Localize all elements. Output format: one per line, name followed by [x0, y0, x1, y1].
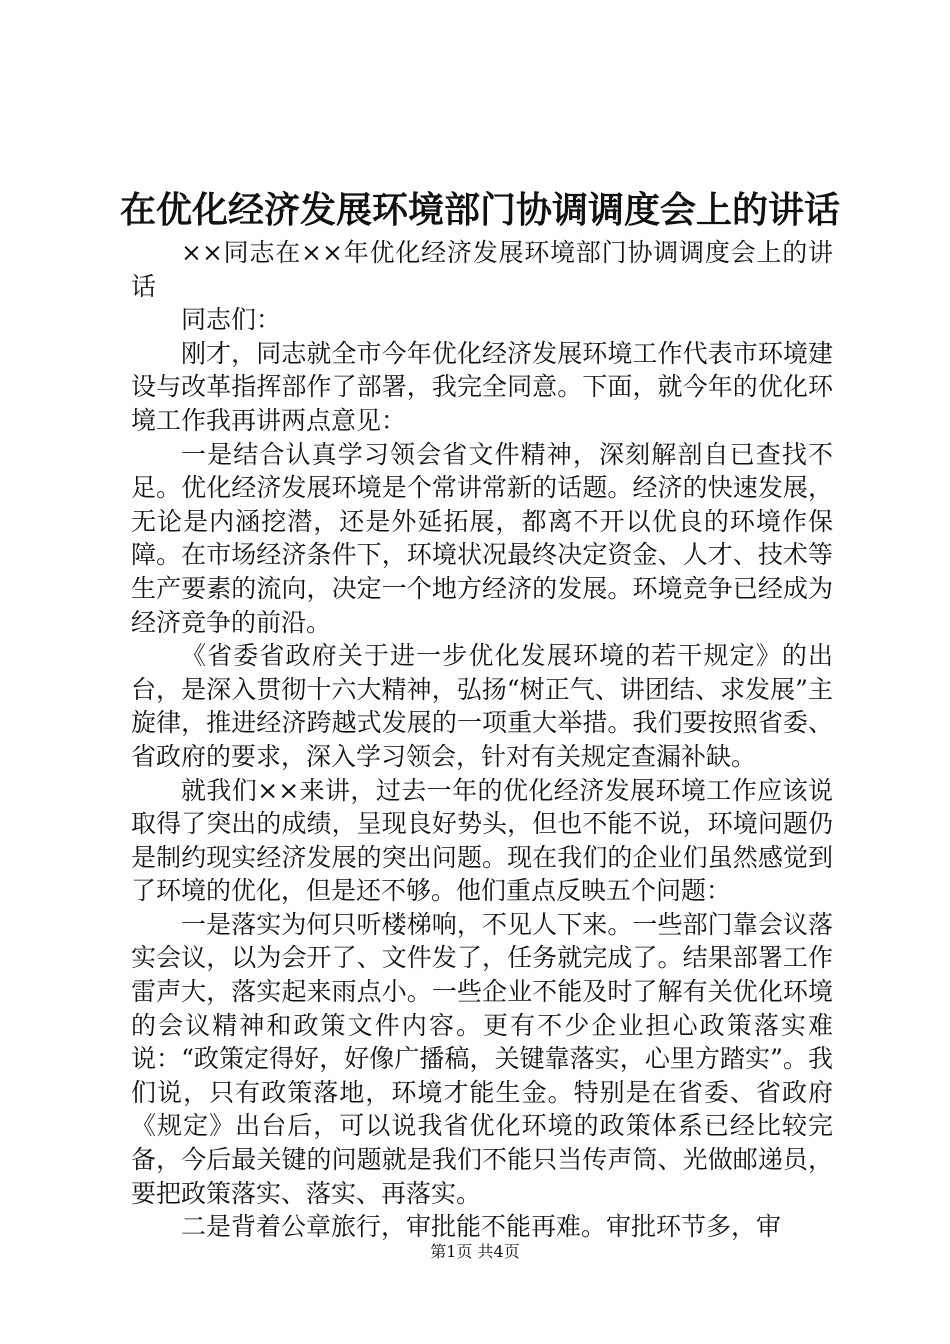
- paragraph: 刚才，同志就全市今年优化经济发展环境工作代表市环境建设与改革指挥部作了部署，我完全同意。下面，就今年的优化环境工作我再讲两点意见：: [131, 338, 833, 435]
- paragraph: 一是结合认真学习领会省文件精神，深刻解剖自已查找不足。优化经济发展环境是个常讲常新的话题。经济的快速发展，无论是内涵挖潜，还是外延拓展，都离不开以优良的环境作保障。在市场经济条件下，环境状况最终决定资金、人才、技术等生产要素的流向，决定一个地方经济的发展。环境竞争已经成为经济竞争的前沿。: [131, 439, 833, 637]
- document-title: 在优化经济发展环境部门协调调度会上的讲话: [119, 189, 840, 231]
- paragraph: 一是落实为何只听楼梯响，不见人下来。一些部门靠会议落实会议，以为会开了、文件发了，任务就完成了。结果部署工作雷声大，落实起来雨点小。一些企业不能及时了解有关优化环境的会议精神和政策文件内容。更有不少企业担心政策落实难说：“政策定得好，好像广播稿，关键靠落实，心里方踏实”。我们说，只有政策落地，环境才能生金。特别是在省委、省政府《规定》出台后，可以说我省优化环境的政策体系已经比较完备，今后最关键的问题就是我们不能只当传声筒、光做邮递员，要把政策落实、落实、再落实。: [131, 909, 833, 1208]
- paragraph: 《省委省政府关于进一步优化发展环境的若干规定》的出台，是深入贯彻十六大精神，弘扬“树正气、讲团结、求发展”主旋律，推进经济跨越式发展的一项重大举措。我们要按照省委、省政府的要求，深入学习领会，针对有关规定查漏补缺。: [131, 641, 833, 771]
- paragraph: 就我们××来讲，过去一年的优化经济发展环境工作应该说取得了突出的成绩，呈现良好势头，但也不能不说，环境问题仍是制约现实经济发展的突出问题。现在我们的企业们虽然感觉到了环境的优化，但是还不够。他们重点反映五个问题：: [131, 775, 833, 906]
- paragraph-subtitle: ××同志在××年优化经济发展环境部门协调调度会上的讲话: [131, 238, 833, 301]
- paragraph-salutation: 同志们：: [181, 305, 282, 335]
- document-body: [131, 236, 833, 1244]
- paragraph: 二是背着公章旅行，审批能不能再难。审批环节多，审: [181, 1212, 782, 1242]
- page-number-footer: 第1页 共4页: [430, 1242, 520, 1261]
